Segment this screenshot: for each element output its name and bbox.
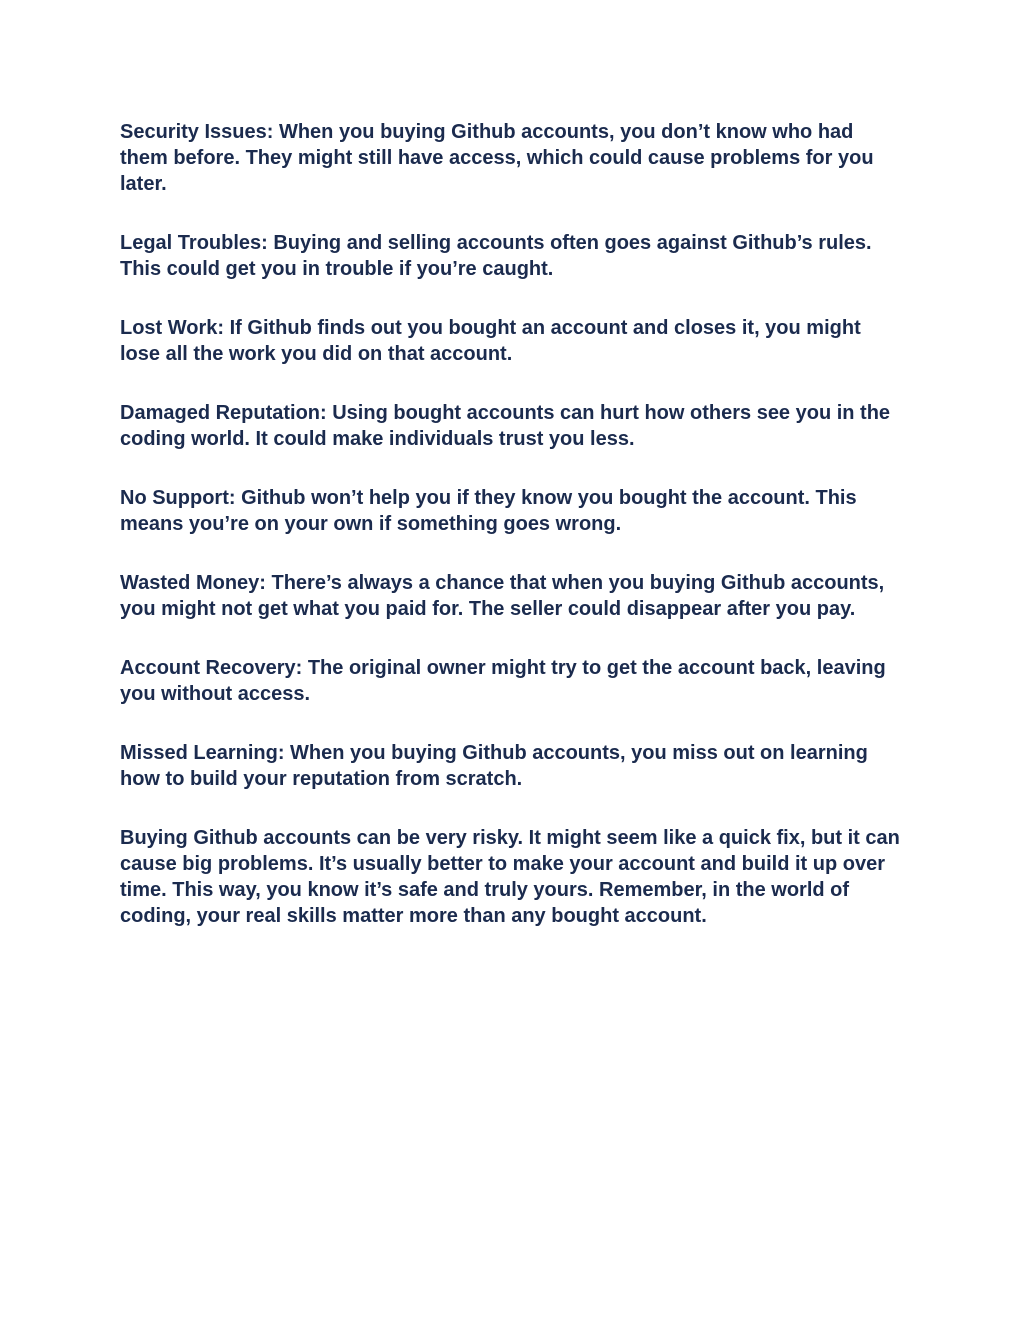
text-column <box>120 119 904 929</box>
paragraph-lost-work: Lost Work: If Github finds out you bought an account and closes it, you might lose all the work you did on that account. <box>120 317 861 365</box>
paragraph-legal-troubles: Legal Troubles: Buying and selling accounts often goes against Github’s rules. This could get you in trouble if you’re caught. <box>120 232 872 280</box>
paragraph-conclusion: Buying Github accounts can be very risky. It might seem like a quick fix, but it can cause big problems. It’s usually better to make your account and build it up over time. This way, you know it’s safe and truly yours. Remember, in the world of coding, your real skills matter more than any bought account. <box>120 827 900 927</box>
paragraph-damaged-reputation: Damaged Reputation: Using bought accounts can hurt how others see you in the coding world. It could make individuals trust you less. <box>120 402 891 450</box>
paragraph-account-recovery: Account Recovery: The original owner might try to get the account back, leaving you without access. <box>120 657 886 705</box>
paragraph-no-support: No Support: Github won’t help you if they know you bought the account. This means you’re on your own if something goes wrong. <box>120 487 857 535</box>
paragraph-wasted-money: Wasted Money: There’s always a chance that when you buying Github accounts, you might not get what you paid for. The seller could disappear after you pay. <box>120 572 885 620</box>
paragraph-missed-learning: Missed Learning: When you buying Github accounts, you miss out on learning how to build your reputation from scratch. <box>120 742 868 790</box>
paragraph-security-issues: Security Issues: When you buying Github accounts, you don’t know who had them before. They might still have access, which could cause problems for you later. <box>120 121 874 195</box>
